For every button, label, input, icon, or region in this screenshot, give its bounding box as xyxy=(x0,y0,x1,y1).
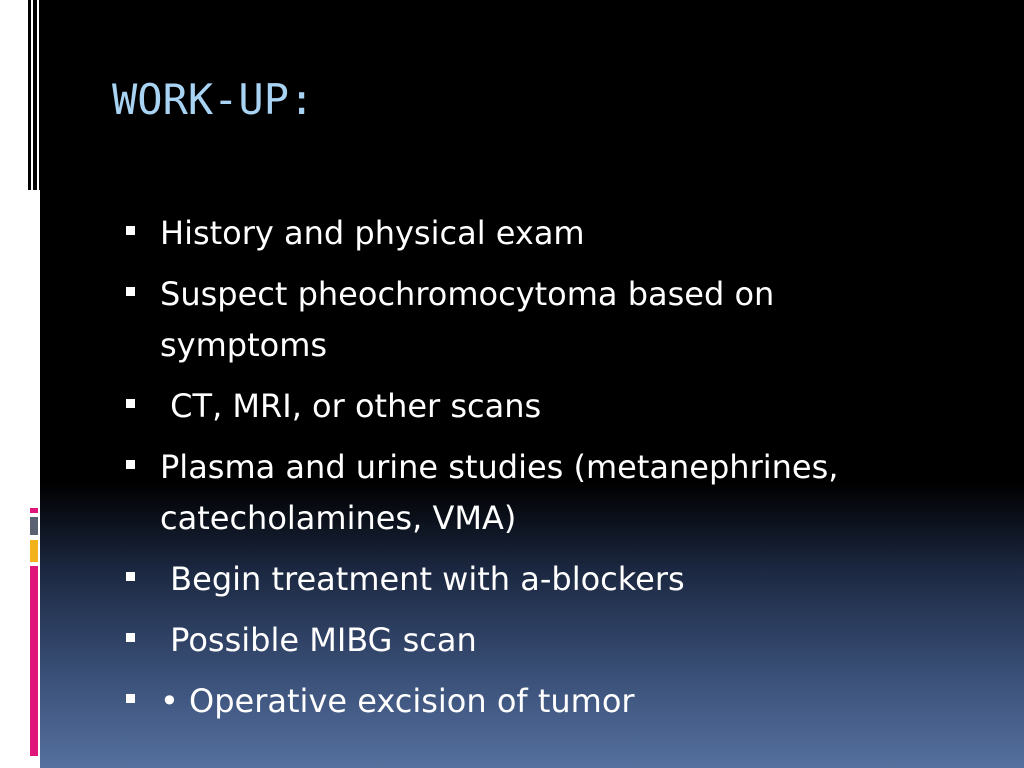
bullet-list xyxy=(120,208,950,737)
accent-bar-magenta-long xyxy=(30,566,38,756)
bullet-item xyxy=(120,442,950,544)
bullet-text: CT, MRI, or other scans xyxy=(160,387,542,425)
square-bullet-icon xyxy=(126,399,135,408)
bullet-item xyxy=(120,208,950,259)
bullet-text: History and physical exam xyxy=(160,214,585,252)
bullet-item xyxy=(120,554,950,605)
bullet-item xyxy=(120,676,950,727)
stripe-bar xyxy=(28,0,31,190)
bullet-text: • Operative excision of tumor xyxy=(160,682,635,720)
bullet-text: Plasma and urine studies (metanephrines, catecholamines, VMA) xyxy=(160,448,839,537)
square-bullet-icon xyxy=(126,572,135,581)
bullet-text: Possible MIBG scan xyxy=(160,621,477,659)
square-bullet-icon xyxy=(126,460,135,469)
square-bullet-icon xyxy=(126,694,135,703)
bullet-item xyxy=(120,381,950,432)
accent-bar-magenta-small xyxy=(30,508,38,513)
bullet-item xyxy=(120,615,950,666)
stripe-bar xyxy=(39,0,44,190)
accent-bar-gold xyxy=(30,540,38,562)
top-stripe-decoration xyxy=(28,0,44,190)
bullet-text: Begin treatment with a-blockers xyxy=(160,560,685,598)
bullet-text: Suspect pheochromocytoma based on symptoms xyxy=(160,275,775,364)
accent-bar-gray xyxy=(30,517,38,535)
slide-title: WORK-UP: xyxy=(112,75,315,124)
square-bullet-icon xyxy=(126,287,135,296)
square-bullet-icon xyxy=(126,633,135,642)
square-bullet-icon xyxy=(126,226,135,235)
bullet-item xyxy=(120,269,950,371)
stripe-bar xyxy=(33,0,37,190)
